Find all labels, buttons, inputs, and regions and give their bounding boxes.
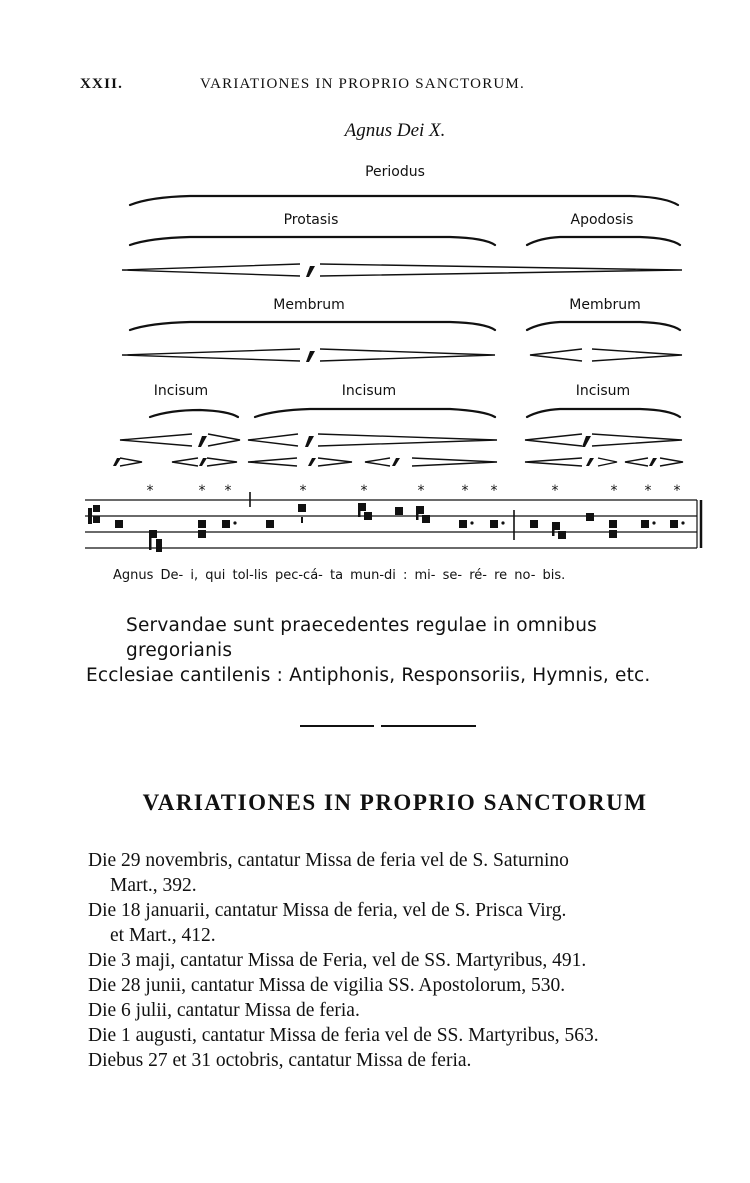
arc-membrum-1 [130, 322, 495, 330]
list-item [88, 973, 728, 998]
svg-text:*: * [551, 483, 559, 499]
neumes [88, 503, 685, 552]
svg-text:*: * [417, 483, 425, 499]
svg-text:*: * [490, 483, 498, 499]
variations-list [88, 848, 728, 1073]
svg-text:*: * [224, 483, 232, 499]
list-item [88, 1048, 728, 1073]
svg-text:*: * [198, 483, 206, 499]
episema-asterisks [147, 483, 681, 499]
label-membrum-protasis: Membrum [273, 297, 345, 313]
svg-text:*: * [146, 483, 154, 499]
swell-decresc-1 [122, 264, 300, 276]
svg-text:*: * [299, 483, 307, 499]
label-apodosis: Apodosis [570, 212, 634, 228]
svg-text:*: * [644, 483, 652, 499]
variation-line: Die 6 julii, cantatur Missa de feria. [88, 1000, 360, 1021]
variation-line: Die 1 augusti, cantatur Missa de feria vel de SS. Martyribus, 563. [88, 1025, 599, 1046]
page-number: XXII. [80, 76, 124, 92]
dynamic-swells [120, 264, 683, 466]
label-incisum-3: Incisum [575, 383, 631, 399]
paragraph-line-1: Servandae sunt praecedentes regulae in omnibus gregorianis [126, 615, 597, 661]
arc-apodosis [527, 237, 680, 245]
label-incisum-1: Incisum [153, 383, 209, 399]
rules-paragraph [86, 613, 706, 688]
arc-membrum-2 [527, 322, 680, 330]
svg-text:*: * [610, 483, 618, 499]
phrase-arcs [130, 196, 680, 417]
list-item [88, 898, 728, 948]
variation-continuation: Mart., 392. [110, 875, 197, 896]
list-item [88, 1023, 728, 1048]
variation-line: Die 18 januarii, cantatur Missa de feria, vel de S. Prisca Virg. [88, 900, 567, 921]
arc-incisum-2 [255, 409, 495, 417]
section-title: VARIATIONES IN PROPRIO SANCTORUM [142, 790, 648, 815]
svg-text:*: * [461, 483, 469, 499]
arc-incisum-1 [150, 410, 238, 417]
paragraph-line-2: Ecclesiae cantilenis : Antiphonis, Responsoriis, Hymnis, etc. [86, 665, 651, 686]
running-title: VARIATIONES IN PROPRIO SANCTORUM. [200, 76, 525, 92]
variation-line: Die 29 novembris, cantatur Missa de feria vel de S. Saturnino [88, 850, 569, 871]
chant-title: Agnus Dei X. [344, 120, 446, 141]
variation-line: Diebus 27 et 31 octobris, cantatur Missa de feria. [88, 1050, 472, 1071]
arc-incisum-3 [527, 409, 680, 417]
list-item [88, 998, 728, 1023]
swell-cresc-1 [320, 264, 682, 276]
variation-continuation: et Mart., 412. [110, 925, 216, 946]
variation-line: Die 28 junii, cantatur Missa de vigilia SS. Apostolorum, 530. [88, 975, 566, 996]
list-item [88, 848, 728, 898]
label-incisum-2: Incisum [341, 383, 397, 399]
arc-periodus [130, 196, 678, 205]
label-protasis: Protasis [283, 212, 339, 228]
label-periodus: Periodus [365, 164, 425, 180]
staff-lines [85, 492, 701, 548]
svg-text:*: * [673, 483, 681, 499]
label-membrum-apodosis: Membrum [569, 297, 641, 313]
list-item [88, 948, 728, 973]
svg-text:*: * [360, 483, 368, 499]
variation-line: Die 3 maji, cantatur Missa de Feria, vel de SS. Martyribus, 491. [88, 950, 587, 971]
chant-lyrics: Agnus De- i, qui tol-lis pec-cá- ta mun-di : mi- se- ré- re no- bis. [113, 568, 566, 583]
arc-protasis [130, 237, 495, 245]
